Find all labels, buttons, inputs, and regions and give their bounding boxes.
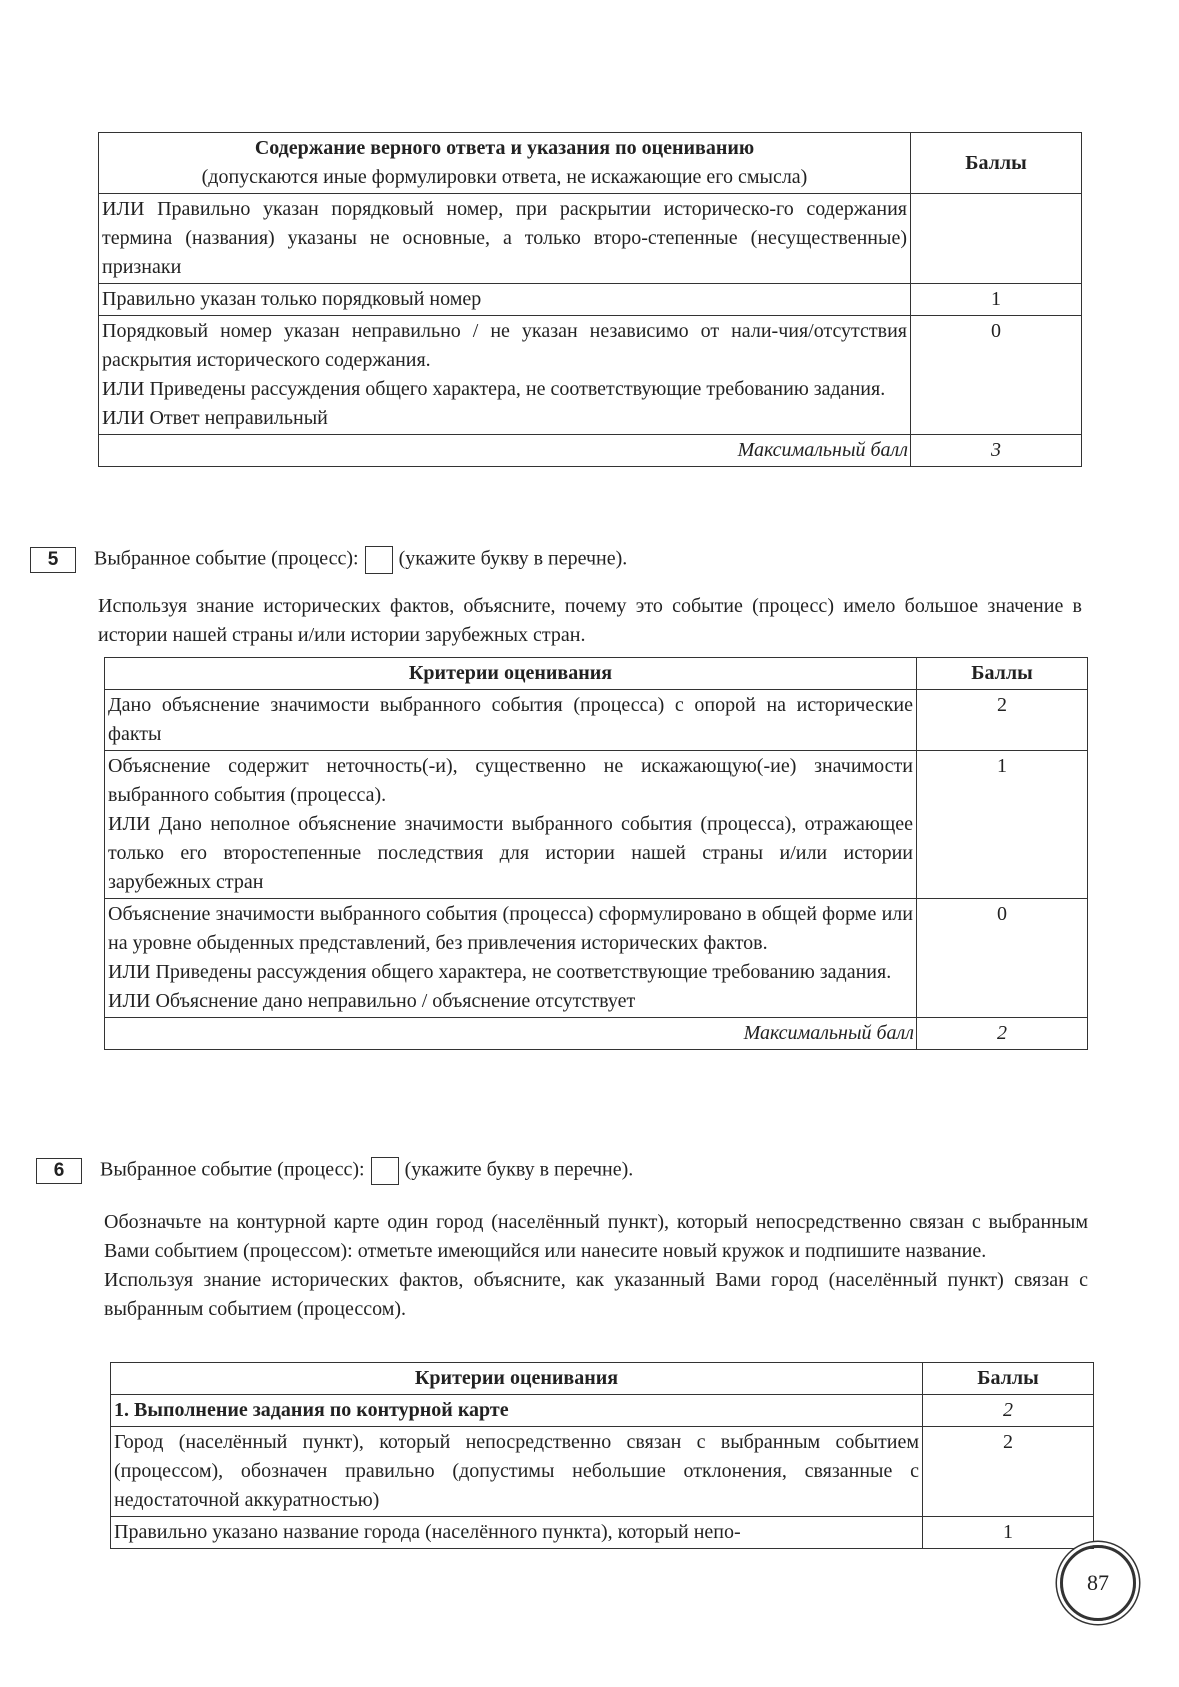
max-score-row: Максимальный балл 3	[99, 435, 1082, 467]
task-5-header: 5 Выбранное событие (процесс): (укажите букву в перечне).	[30, 546, 627, 574]
task-number: 5	[30, 547, 76, 573]
task-6-instruction: Обозначьте на контурной карте один город (населённый пункт), который непосредственно связан с выбранным Вами событием (процессом): отметьте имеющийся или нанесите новый кружок и подпишите название. Используя знание исторических фактов, объясните, как указанный Вами город (населённый пункт) связан с выбранным событием (процессом).	[104, 1211, 1088, 1320]
task-6-header: 6 Выбранное событие (процесс): (укажите букву в перечне).	[36, 1157, 633, 1185]
task-5-instruction: Используя знание исторических фактов, объясните, почему это событие (процесс) имело большое значение в истории нашей страны и/или истории зарубежных стран.	[98, 595, 1082, 646]
table-row: Правильно указан только порядковый номер 1	[99, 284, 1082, 316]
table-row: ИЛИ Правильно указан порядковый номер, при раскрытии историческо-го содержания термина (названия) указаны не основные, а только второ-степенные (несущественные) признаки	[99, 194, 1082, 284]
table-row: Объяснение содержит неточность(-и), существенно не искажающую(-ие) значимости выбранного события (процесса). ИЛИ Дано неполное объяснение значимости выбранного события (процесса), отражающее только его второстепенные последствия для истории нашей страны и/или истории зарубежных стран 1	[105, 751, 1088, 899]
table-row: Порядковый номер указан неправильно / не указан независимо от нали-чия/отсутствия раскрытия исторического содержания. ИЛИ Приведены рассуждения общего характера, не соответствующие требованию задания. ИЛИ Ответ неправильный 0	[99, 316, 1082, 435]
table-row: Правильно указано название города (населённого пункта), который непо- 1	[111, 1517, 1094, 1549]
answer-box[interactable]	[365, 546, 393, 574]
task-number: 6	[36, 1158, 82, 1184]
answer-box[interactable]	[371, 1157, 399, 1185]
max-score-row: Максимальный балл 2	[105, 1018, 1088, 1050]
table-row: Город (населённый пункт), который непосредственно связан с выбранным событием (процессом), обозначен правильно (допустимы небольшие отклонения, связанные с недостаточной аккуратностью) 2	[111, 1427, 1094, 1517]
points-header: Баллы	[911, 133, 1082, 194]
table-row: Объяснение значимости выбранного события (процесса) сформулировано в общей форме или на уровне обыденных представлений, без привлечения исторических фактов. ИЛИ Приведены рассуждения общего характера, не соответствующие требованию задания. ИЛИ Объяснение дано неправильно / объяснение отсутствует 0	[105, 899, 1088, 1018]
table-row: 1. Выполнение задания по контурной карте 2	[111, 1395, 1094, 1427]
table-header: Содержание верного ответа и указания по оцениванию (допускаются иные формулировки ответа, не искажающие его смысла)	[99, 133, 911, 194]
scoring-table-task4	[98, 132, 1082, 467]
page-number: 87	[1060, 1545, 1136, 1621]
scoring-table-task6: Критерии оценивания Баллы 1. Выполнение задания по контурной карте 2 Город (населённый пункт), который непосредственно связан с выбранным событием (процессом), обозначен правильно (допустимы небольшие отклонения, связанные с недостаточной аккуратностью) 2 Правильно указано название города (населённого пункта), который непо- 1	[110, 1362, 1094, 1549]
scoring-table-task5: Критерии оценивания Баллы Дано объяснение значимости выбранного события (процесса) с опорой на исторические факты 2 Объяснение содержит неточность(-и), существенно не искажающую(-ие) значимости выбранного события (процесса). ИЛИ Дано неполное объяснение значимости выбранного события (процесса), отражающее только его второстепенные последствия для истории нашей страны и/или истории зарубежных стран 1 Объяснение значимости выбранного события (процесса) сформулировано в общей форме или на уровне обыденных представлений, без привлечения исторических фактов. ИЛИ Приведены рассуждения общего характера, не соответствующие требованию задания. ИЛИ Объяснение дано неправильно / объяснение отсутствует 0 Максимальный балл 2	[104, 657, 1088, 1050]
table-row: Дано объяснение значимости выбранного события (процесса) с опорой на исторические факты 2	[105, 690, 1088, 751]
